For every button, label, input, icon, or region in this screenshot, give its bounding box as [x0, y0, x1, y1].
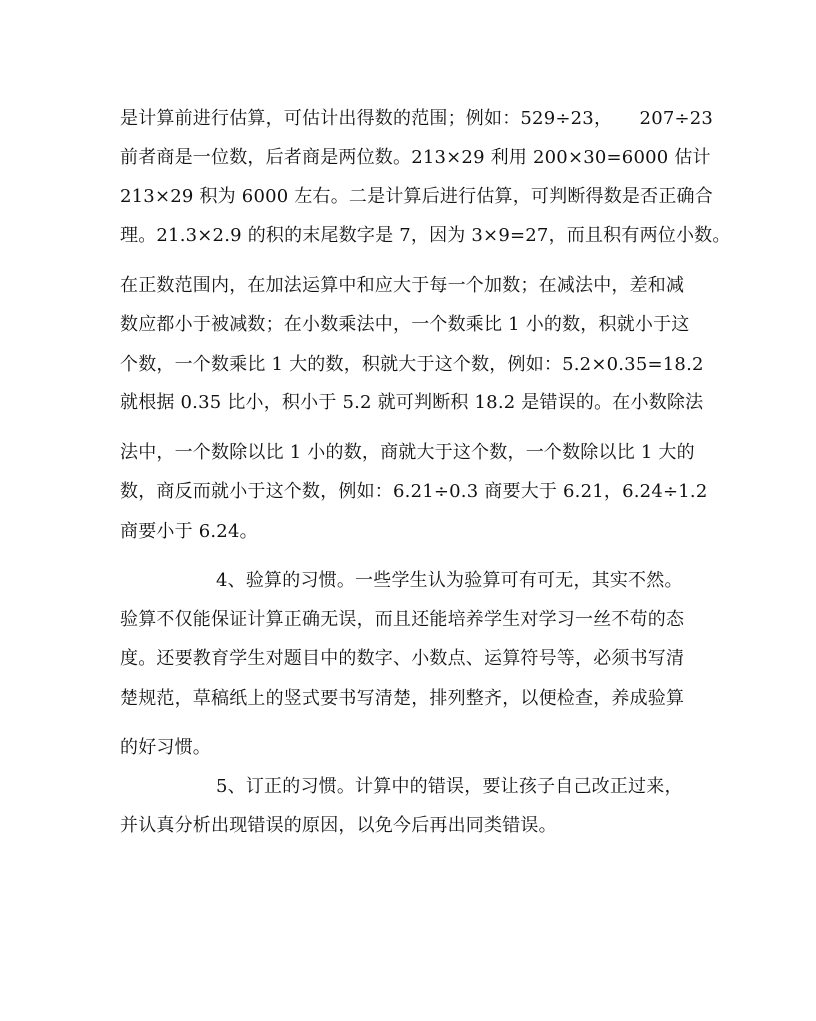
text-line-2: 前者商是一位数，后者商是两位数。213×29 利用 200×30=6000 估计	[120, 147, 711, 168]
text-line-7: 个数，一个数乘比 1 大的数，积就大于这个数，例如：5.2×0.35=18.2	[120, 354, 704, 375]
text-line-6: 数应都小于被减数；在小数乘法中，一个数乘比 1 小的数，积就小于这	[120, 314, 690, 335]
text-line-18: 并认真分析出现错误的原因，以免今后再出同类错误。	[120, 815, 557, 836]
text-line-14: 度。还要教育学生对题目中的数字、小数点、运算符号等，必须书写清	[120, 648, 685, 669]
text-line-16: 的好习惯。	[120, 737, 211, 758]
text-line-11: 商要小于 6.24。	[120, 521, 258, 542]
text-line-1: 是计算前进行估算，可估计出得数的范围；例如：529÷23， 207÷23	[120, 108, 714, 129]
text-line-13: 验算不仅能保证计算正确无误，而且还能培养学生对学习一丝不苟的态	[120, 609, 685, 630]
text-line-15: 楚规范，草稿纸上的竖式要书写清楚，排列整齐，以便检查，养成验算	[120, 688, 685, 709]
text-line-10: 数，商反而就小于这个数，例如：6.21÷0.3 商要大于 6.21，6.24÷1.2	[120, 481, 708, 502]
text-line-8: 就根据 0.35 比小，积小于 5.2 就可判断积 18.2 是错误的。在小数除法	[120, 392, 704, 413]
section-4-heading-line: 4、验算的习惯。一些学生认为验算可有可无，其实不然。	[216, 570, 683, 591]
text-line-9: 法中，一个数除以比 1 小的数，商就大于这个数，一个数除以比 1 大的	[120, 442, 695, 463]
section-5-heading-line: 5、订正的习惯。计算中的错误，要让孩子自己改正过来，	[216, 776, 683, 797]
text-line-5: 在正数范围内，在加法运算中和应大于每一个加数；在减法中，差和减	[120, 275, 685, 296]
text-line-3: 213×29 积为 6000 左右。二是计算后进行估算，可判断得数是否正确合	[120, 186, 713, 207]
text-line-4: 理。21.3×2.9 的积的末尾数字是 7，因为 3×9=27，而且积有两位小数。	[120, 225, 731, 246]
